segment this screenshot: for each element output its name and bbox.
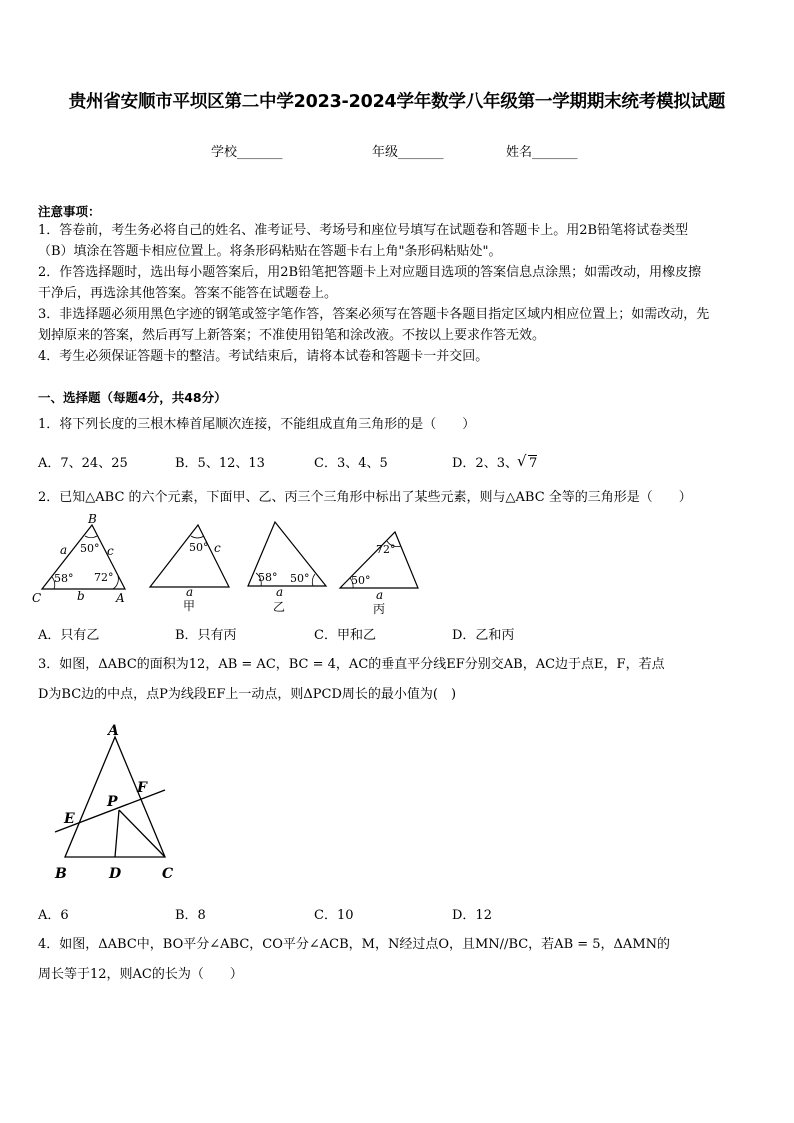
notice-line: 2．作答选择题时，选出每小题答案后，用2B铅笔把答题卡上对应题目选项的答案信息点涂黑；如需改动，用橡皮擦: [38, 265, 702, 280]
label-a: a: [60, 543, 68, 557]
label-D: D: [109, 866, 122, 882]
triangle-jia: [150, 525, 229, 587]
sqrt-radicand: 7: [528, 456, 538, 471]
label-B: B: [88, 512, 97, 526]
label-C: C: [162, 866, 174, 882]
q1-option-b[interactable]: B．5、12、13: [175, 456, 265, 471]
notice-line: 干净后，再选涂其他答案。答案不能答在试题卷上。: [38, 286, 338, 301]
q1-option-c[interactable]: C．3、4、5: [314, 456, 388, 471]
angle-72: 72°: [94, 571, 114, 584]
notice-line: （B）填涂在答题卡相应位置上。将条形码粘贴在答题卡右上角"条形码粘贴处"。: [38, 244, 502, 259]
q3-option-a[interactable]: A．6: [38, 908, 69, 923]
notice-heading: 注意事项：: [38, 204, 101, 219]
section-heading: 一、选择题（每题4分，共48分）: [38, 390, 227, 405]
q3-option-d[interactable]: D．12: [452, 908, 492, 923]
yi-name: 乙: [273, 600, 286, 614]
notice-line: 3．非选择题必须用黑色字迹的钢笔或签字笔作答，答案必须写在答题卡各题目指定区域内相应位置上；如需改动，先: [38, 307, 710, 322]
jia-angle-50: 50°: [189, 541, 209, 554]
label-C: C: [32, 591, 42, 605]
label-E: E: [64, 811, 75, 827]
yi-angle-58: 58°: [258, 571, 278, 584]
q1-stem: 1．将下列长度的三根木棒首尾顺次连接，不能组成直角三角形的是（ ）: [38, 417, 476, 432]
q3-option-b[interactable]: B．8: [175, 908, 206, 923]
bing-angle-50: 50°: [351, 574, 371, 587]
q3-line-2: D为BC边的中点，点P为线段EF上一动点，则ΔPCD周长的最小值为( ): [38, 687, 457, 702]
q3-line-1: 3．如图，ΔABC的面积为12，AB = AC，BC = 4，AC的垂直平分线EF分别交AB，AC边于点E，F，若点: [38, 657, 665, 672]
q3-figure: [45, 720, 185, 890]
bing-name: 丙: [373, 602, 386, 616]
label-c: c: [107, 544, 114, 558]
segment-pd: [115, 810, 119, 857]
q4-line-1: 4．如图，ΔABC中，BO平分∠ABC，CO平分∠ACB，M，N经过点O，且MN//BC，若AB = 5，ΔAMN的: [38, 937, 671, 952]
q2-stem: 2．已知△ABC 的六个元素，下面甲、乙、丙三个三角形中标出了某些元素，则与△ABC 全等的三角形是（ ）: [38, 490, 692, 505]
q1-option-d-text: D．2、3、: [452, 456, 518, 471]
bing-label-a: a: [376, 588, 384, 602]
yi-label-a: a: [276, 585, 284, 599]
label-b: b: [77, 589, 85, 603]
label-A: A: [108, 723, 119, 739]
label-F: F: [137, 780, 147, 796]
q3-option-c[interactable]: C．10: [314, 908, 354, 923]
q2-option-c[interactable]: C．甲和乙: [314, 628, 376, 643]
q2-option-b[interactable]: B．只有丙: [175, 628, 237, 643]
grade-field[interactable]: 年级_______: [372, 145, 444, 160]
bing-angle-72: 72°: [376, 543, 396, 556]
segment-pc: [119, 810, 165, 857]
q1-option-d[interactable]: [452, 452, 537, 471]
page-title: 贵州省安顺市平坝区第二中学2023-2024学年数学八年级第一学期期末统考模拟试题: [68, 92, 726, 112]
jia-name: 甲: [183, 599, 196, 613]
sqrt-symbol: √ 7: [516, 452, 538, 471]
yi-angle-50: 50°: [290, 572, 310, 585]
q2-figure: [30, 510, 430, 620]
q1-option-a[interactable]: A．7、24、25: [38, 456, 128, 471]
q2-option-a[interactable]: A．只有乙: [38, 628, 100, 643]
label-A: A: [116, 591, 125, 605]
name-field[interactable]: 姓名_______: [506, 145, 578, 160]
notice-line: 1．答卷前，考生务必将自己的姓名、准考证号、考场号和座位号填写在试题卷和答题卡上。用2B铅笔将试卷类型: [38, 223, 689, 238]
q2-option-d[interactable]: D．乙和丙: [452, 628, 515, 643]
notice-line: 4．考生必须保证答题卡的整洁。考试结束后，请将本试卷和答题卡一并交回。: [38, 349, 489, 364]
school-field[interactable]: 学校_______: [211, 145, 283, 160]
jia-label-c: c: [214, 541, 221, 555]
jia-label-a: a: [186, 585, 194, 599]
q4-line-2: 周长等于12，则AC的长为（ ）: [38, 967, 243, 982]
angle-50: 50°: [80, 542, 100, 555]
notice-line: 划掉原来的答案，然后再写上新答案；不准使用铅笔和涂改液。不按以上要求作答无效。: [38, 328, 546, 343]
label-P: P: [107, 794, 118, 810]
angle-58: 58°: [54, 572, 74, 585]
label-B: B: [55, 866, 67, 882]
